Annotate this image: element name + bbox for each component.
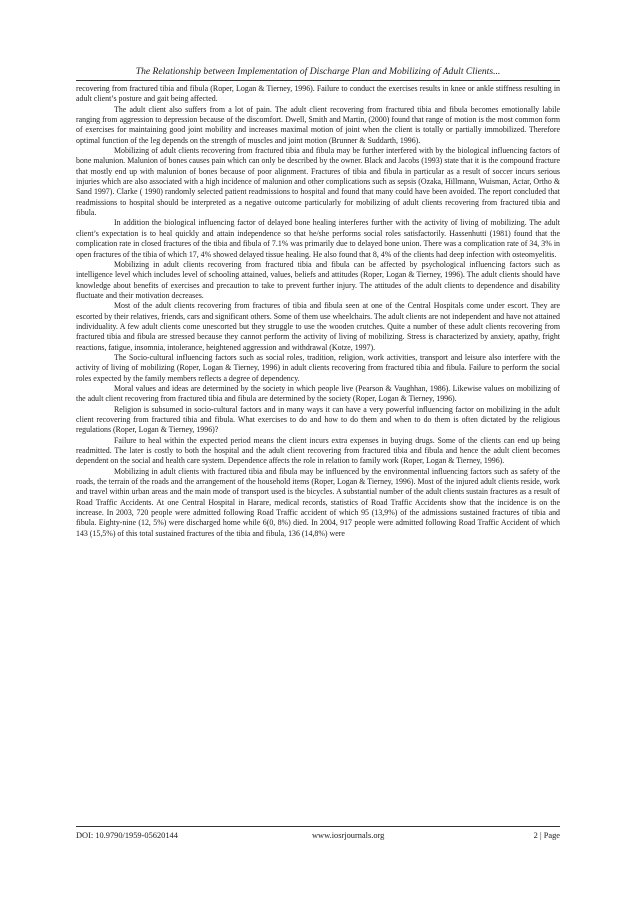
- body-text: [76, 84, 560, 824]
- paragraph: Mobilizing in adult clients recovering from fractured tibia and fibula can be affected by psychological influencing factors such as intelligence level which includes level of schooling attained, values, beliefs and attitudes (Roper, Logan & Tierney, 1996). The adult clients should have knowledge about benefits of exercises and precaution to take to prevent further injury. The attitudes of the adult clients to dependence and disability fluctuate and their motivation decreases.: [76, 259, 560, 300]
- header-divider: [76, 80, 560, 81]
- running-header: The Relationship between Implementation of Discharge Plan and Mobilizing of Adult Clients...: [135, 66, 501, 77]
- journal-website: www.iosrjournals.org: [312, 831, 385, 840]
- paragraph: Moral values and ideas are determined by the society in which people live (Pearson & Vaughhan, 1986). Likewise values on mobilizing of the adult client recovering from fractured tibia and fibula are determined by the society (Roper, Logan & Tierney, 1996).: [76, 383, 560, 404]
- footer-divider: [76, 826, 560, 827]
- paragraph: Most of the adult clients recovering from fractures of tibia and fibula seen at one of the Central Hospitals come under escort. They are escorted by their relatives, friends, cars and significant others. Some of them use wheelchairs. The adult clients are not independent and have not attained individuality. A few adult clients come unescorted but they struggle to use the wooden crutches. Quite a number of these adult clients recovering from fractured tibia and fibula are stressed because they cannot perform the activity of living of mobilizing. Stress is characterized by anxiety, apathy, fright reactions, fatigue, insomnia, intolerance, heightened aggression and withdrawal (Kotze, 1997).: [76, 301, 560, 352]
- paragraph: recovering from fractured tibia and fibula (Roper, Logan & Tierney, 1996). Failure to conduct the exercises results in knee or ankle stiffness resulting in adult client’s posture and gait being affected.: [76, 84, 560, 104]
- page-footer: [76, 830, 560, 842]
- doi-label: DOI: 10.9790/1959-05620144: [76, 831, 178, 840]
- paragraph: The Socio-cultural influencing factors such as social roles, tradition, religion, work activities, transport and leisure also interfere with the activity of living of mobilizing (Roper, Logan & Tierney, 1996) in adult clients recovering from fractured tibia and fibula. Failure to perform the social roles expected by the family members reflects a degree of dependency.: [76, 352, 560, 383]
- paragraph: In addition the biological influencing factor of delayed bone healing interferes further with the activity of living of mobilizing. The adult client’s expectation is to heal quickly and attain independence so that he/she performs social roles satisfactorily. Hassenhutti (1981) found that the complication rate in closed fractures of the tibia and fibula of 7.1% was primarily due to delayed bone union. There was a complication rate of 34, 3% in open fractures of the tibia of which 17, 4% showed delayed tissue healing. He also found that 8, 4% of the clients had deep infection with osteomyelitis.: [76, 218, 560, 259]
- page-number: 2 | Page: [533, 831, 560, 840]
- paragraph: Failure to heal within the expected period means the client incurs extra expenses in buying drugs. Some of the clients can end up being readmitted. The later is costly to both the hospital and the adult client recovering from fractured tibia and fibula and hence the adult client becomes dependent on the social and health care system. Dependence affects the role in relation to family work (Roper, Logan & Tierney, 1996).: [76, 435, 560, 466]
- paragraph: Religion is subsumed in socio-cultural factors and in many ways it can have a very powerful influencing factor on mobilizing in the adult client recovering from fractured tibia and fibula. What exercises to do and how to do them and when to do them is often dictated by the religious regulations (Roper, Logan & Tierney, 1996)?: [76, 404, 560, 435]
- paragraph: Mobilizing of adult clients recovering from fractured tibia and fibula may be further interfered with by the biological influencing factors of bone malunion. Malunion of bones causes pain which can only be described by the owner. Black and Jacobs (1993) state that it is the compound fracture that mostly end up with malunion of bones because of poor alignment. Fractures of tibia and fibula in particular as a result of soccer incurs serious injuries which are also associated with a high incidence of malunion and other complications such as sepsis (Ozaka, Hillmann, Wuisman, Actar, Ortho & Sand 1997). Clarke ( 1990) randomly selected patient readmissions to hospital and found that many could have been avoided. The report concluded that readmissions to hospital should be interpreted as a negative outcome particularly for mobilizing of adult clients recovering from fractured tibia and fibula.: [76, 146, 560, 218]
- paragraph: Mobilizing in adult clients with fractured tibia and fibula may be influenced by the environmental influencing factors such as safety of the roads, the terrain of the roads and the arrangement of the household items (Roper, Logan & Tierney, 1996). Most of the injured adult clients reside, work and travel within urban areas and the main mode of transport used is the bicycles. A substantial number of the adult clients sustain fractures as a result of Road Traffic Accidents. At one Central Hospital in Harare, medical records, statistics of Road Traffic Accidents show that the incidence is on the increase. In 2003, 720 people were admitted following Road Traffic accident of which 95 (13,9%) of the admissions sustained fractures of tibia and fibula. Eighty-nine (12, 5%) were discharged home while 6(0, 8%) died. In 2004, 917 people were admitted following Road Traffic Accident of which 143 (15,5%) of this total sustained fractures of the tibia and fibula, 136 (14,8%) were: [76, 466, 560, 538]
- paragraph: The adult client also suffers from a lot of pain. The adult client recovering from fractured tibia and fibula becomes emotionally labile ranging from aggression to depression because of the discomfort. Dwell, Smith and Martin, (2000) found that range of motion is the most common form of exercises for maintaining good joint mobility and increases maximal motion of joint when the client is totally or partially immobilized. Therefore optimal function of the leg depends on the strength of muscles and joint motion (Brunner & Suddarth, 1996).: [76, 104, 560, 145]
